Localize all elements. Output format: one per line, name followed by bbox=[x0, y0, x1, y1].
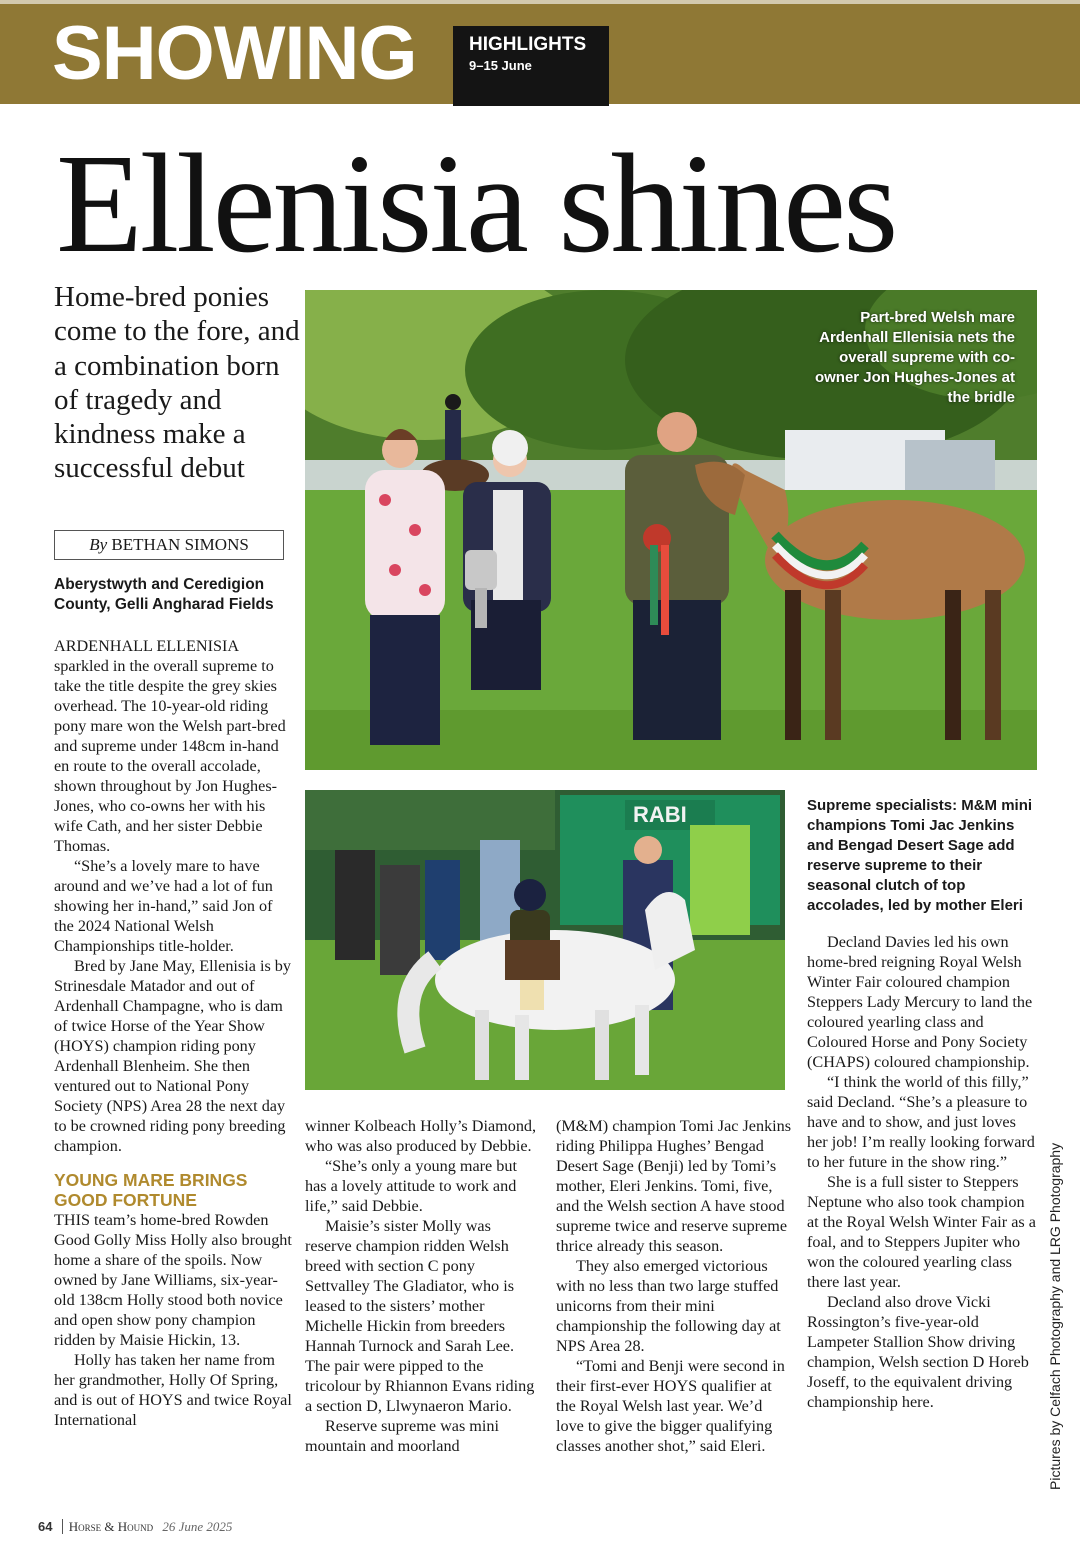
top-photo-caption: Part-bred Welsh mare Ardenhall Ellenisia nets the overall supreme with co-owner Jon Hughes-Jones at the bridle bbox=[814, 309, 1015, 406]
col4-paragraph-4: Decland also drove Vicki Rossington’s five-year-old Lampeter Stallion Show driving champion, Welsh section D Horeb Joseff, to the equivalent driving championship here. bbox=[807, 1293, 1029, 1411]
article-column-4 bbox=[807, 796, 1039, 1412]
highlights-dates: 9–15 June bbox=[469, 58, 532, 73]
article-column-1 bbox=[54, 636, 294, 1430]
col1-paragraph-4: THIS team’s home-bred Rowden Good Golly Miss Holly also brought home a share of the spoils. Now owned by Jane Williams, six-year-old 138cm Holly stood both novice and open show pony champion ridden by Maisie Hickin, 13. bbox=[54, 1211, 292, 1349]
article-column-3 bbox=[556, 1116, 792, 1456]
photo-credit: Pictures by Celfach Photography and LRG Photography bbox=[1047, 1142, 1063, 1490]
issue-date: 26 June 2025 bbox=[162, 1519, 233, 1534]
section-header bbox=[0, 0, 1080, 104]
col2-paragraph-3: Maisie’s sister Molly was reserve champion ridden Welsh breed with section C pony Settvalley The Gladiator, who is leased to the sisters’ mother Michelle Hickin from breeders Hannah Turnock and Sarah Lee. The pair were pipped to the tricolour by Rhiannon Evans riding a section D, Llwynaeron Mario. bbox=[305, 1217, 535, 1415]
highlights-label: HIGHLIGHTS bbox=[469, 34, 587, 55]
col2-paragraph-2: “She’s only a young mare but has a lovely attitude to work and life,” said Debbie. bbox=[305, 1157, 517, 1215]
col4-paragraph-1: Decland Davies led his own home-bred reigning Royal Welsh Winter Fair coloured champion Steppers Lady Mercury to land the coloured yearling class and Coloured Horse and Pony Society (CHAPS) coloured championship. bbox=[807, 933, 1033, 1071]
col1-paragraph-3: Bred by Jane May, Ellenisia is by Strinesdale Matador and out of Ardenhall Champagne, who is dam of twice Horse of the Year Show (HOYS) champion riding pony Ardenhall Blenheim. She then ventured out to National Pony Society (NPS) Area 28 the next day to be crowned riding pony breeding champion. bbox=[54, 957, 291, 1155]
col2-paragraph-4: Reserve supreme was mini mountain and moorland bbox=[305, 1417, 499, 1455]
page-number: 64 bbox=[38, 1519, 53, 1534]
venue: Aberystwyth and Ceredigion County, Gelli Angharad Fields bbox=[54, 576, 274, 613]
tent-sign-text: RABI bbox=[633, 802, 687, 827]
byline-by: By bbox=[89, 535, 108, 554]
article-column-2 bbox=[305, 1116, 541, 1456]
top-photo bbox=[305, 290, 1037, 770]
highlights-box bbox=[453, 26, 609, 106]
col1-paragraph-5: Holly has taken her name from her grandmother, Holly Of Spring, and is out of HOYS and twice Royal International bbox=[54, 1351, 292, 1429]
standfirst: Home-bred ponies come to the fore, and a combination born of tragedy and kindness make a successful debut bbox=[54, 281, 300, 485]
page-footer bbox=[38, 1518, 232, 1536]
col1-paragraph-1: ARDENHALL ELLENISIA sparkled in the overall supreme to take the title despite the grey skies overhead. The 10-year-old riding pony mare won the Welsh part-bred and supreme under 148cm in-hand en route to the overall accolade, shown throughout by Jon Hughes-Jones, who co-owns her with his wife Cath, and her sister Debbie Thomas. bbox=[54, 637, 286, 855]
headline: Ellenisia shines bbox=[56, 124, 896, 282]
col3-paragraph-1: (M&M) champion Tomi Jac Jenkins riding Philippa Hughes’ Bengad Desert Sage (Benji) led by Tomi’s mother, Eleri Jenkins. Tomi, five, and the Welsh section A have stood supreme twice and reserve supreme thrice already this season. bbox=[556, 1117, 792, 1255]
header-top-rule bbox=[0, 0, 1080, 4]
col1-subheading: YOUNG MARE BRINGS GOOD FORTUNE bbox=[54, 1170, 248, 1210]
col2-paragraph-1: winner Kolbeach Holly’s Diamond, who was also produced by Debbie. bbox=[305, 1117, 537, 1155]
byline-author: BETHAN SIMONS bbox=[111, 535, 249, 554]
col4-paragraph-2: “I think the world of this filly,” said Decland. “She’s a pleasure to have and to show, and just loves her job! I’m really looking forward to her future in the show ring.” bbox=[807, 1073, 1035, 1171]
col4-paragraph-3: She is a full sister to Steppers Neptune who also took champion at the Royal Welsh Winter Fair as a foal, and to Steppers Jupiter who won the coloured yearling class there last year. bbox=[807, 1173, 1036, 1291]
bottom-photo bbox=[305, 790, 785, 1090]
col3-paragraph-2: They also emerged victorious with no less than two large stuffed unicorns from their mini championship the following day at NPS Area 28. bbox=[556, 1257, 781, 1355]
section-title: SHOWING bbox=[52, 11, 417, 96]
bottom-photo-illustration bbox=[305, 790, 785, 1090]
byline bbox=[54, 530, 284, 560]
magazine-name: Horse & Hound bbox=[62, 1519, 153, 1534]
col3-paragraph-3: “Tomi and Benji were second in their first-ever HOYS qualifier at the Royal Welsh last year. We’d love to give the bigger qualifying classes another shot,” said Eleri. bbox=[556, 1357, 785, 1455]
bottom-photo-caption: Supreme specialists: M&M mini champions Tomi Jac Jenkins and Bengad Desert Sage add reserve supreme to their seasonal clutch of top accolades, led by mother Eleri bbox=[807, 797, 1033, 914]
col1-paragraph-2: “She’s a lovely mare to have around and we’ve had a lot of fun showing her in-hand,” said Jon of the 2024 National Welsh Championships title-holder. bbox=[54, 857, 273, 955]
